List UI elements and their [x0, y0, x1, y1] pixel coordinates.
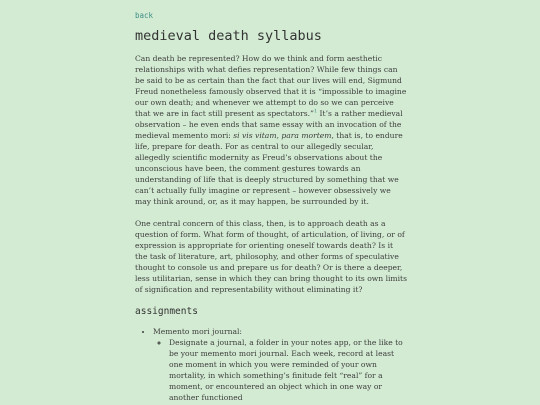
latin-phrase: si vis vitam, para mortem	[233, 131, 332, 140]
assignment-subitem: ◦ Designate a journal, a folder in your notes app, or the like to be your memento mori journal. Each week, record at least one moment in which you were reminded of your own mortality, in which something’s finitude felt “real” for a moment, or encountered an object which in one way or another functioned	[169, 337, 407, 403]
assignment-label: Memento mori journal:	[153, 327, 242, 336]
intro-paragraph-2: One central concern of this class, then, is to approach death as a question of form. What form of thought, of articulation, of living, or of expression is appropriate for orienting oneself towards death? Is it the task of literature, art, philosophy, and other forms of speculative thought to console us and prepare us for death? Or is there a deeper, less utilitarian, sense in which they can bring thought to its own limits of signification and representability without eliminating it?	[135, 219, 408, 294]
footnote-link[interactable]: 1	[313, 108, 318, 115]
page-title: medieval death syllabus	[135, 28, 322, 44]
back-link[interactable]: back	[135, 11, 154, 20]
intro-text-part-2: It’s a rather medieval observation – he even ends that same essay with an invocation of the medieval memento mori:	[135, 109, 403, 140]
assignments-list	[135, 326, 407, 403]
syllabus-body	[135, 53, 407, 403]
assignments-heading: assignments	[135, 306, 198, 317]
intro-text-part-3: , that is, to endure life, prepare for death. For as central to our allegedly secular, allegedly scientific modernity as Freud’s observations about the unconscious have been, the comment gestures towards an understanding of life that is deeply structured by something that we can’t actually fully imagine or represent – however obsessively we may think around, or, as it may happen, be surrounded by it.	[135, 131, 403, 206]
intro-paragraph-1	[135, 53, 407, 207]
assignment-sublist	[153, 337, 407, 403]
assignment-item	[153, 326, 407, 403]
intro-text-part-1: Can death be represented? How do we think and form aesthetic relationships with what defies representation? While few things can be said to be as certain than the fact that our lives will end, Sigmund Freud nonetheless famously observed that it is “impossible to imagine our own death; and whenever we attempt to do so we can perceive that we are in fact still present as spectators.”	[135, 54, 407, 118]
